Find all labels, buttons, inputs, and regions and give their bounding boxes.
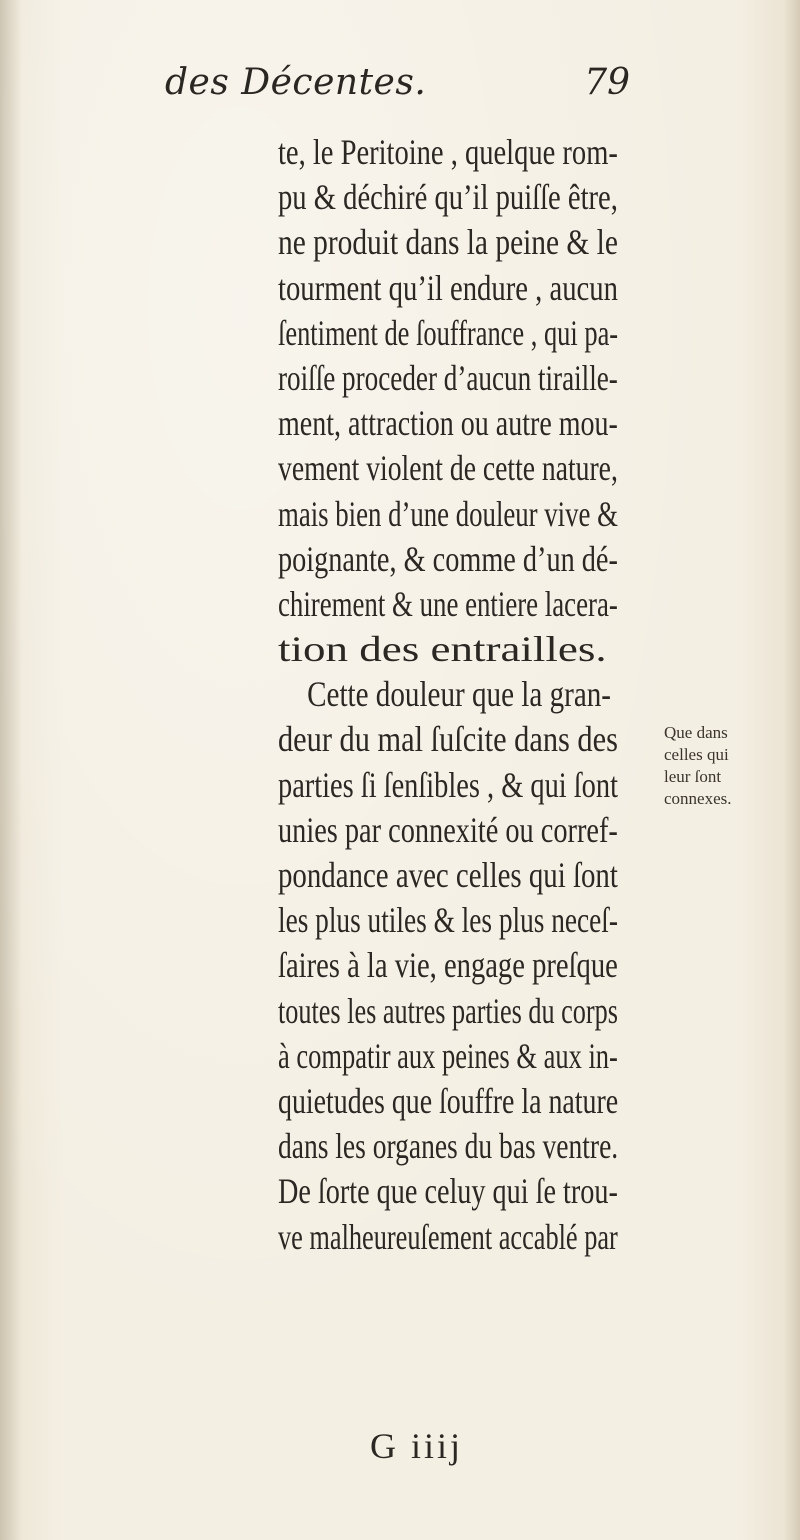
text-line: quietudes que ſouffre la nature xyxy=(278,1080,619,1121)
signature-mark: G iiij xyxy=(370,1426,464,1466)
text-line: De ſorte que celuy qui ſe trou- xyxy=(278,1171,618,1212)
text-line: parties ſi ſenſibles , & qui ſont xyxy=(278,764,618,805)
running-title: des Décentes. xyxy=(165,62,427,103)
marginal-note-line: celles qui xyxy=(664,745,729,764)
text-line: deur du mal ſuſcite dans des xyxy=(278,719,618,760)
text-line: dans les organes du bas ventre. xyxy=(278,1126,619,1167)
text-line: pondance avec celles qui ſont xyxy=(278,855,618,895)
text-line: les plus utiles & les plus neceſ- xyxy=(278,900,618,941)
paragraph-start-line: Cette douleur que la gran- xyxy=(307,674,611,715)
text-line: roiſſe proceder d’aucun tiraille- xyxy=(278,357,618,398)
gutter-shadow xyxy=(0,0,22,1540)
text-line: ment, attraction ou autre mou- xyxy=(278,403,618,444)
text-line: toutes les autres parties du corps xyxy=(278,990,618,1031)
text-line: tourment qu’il endure , aucun xyxy=(278,267,618,308)
text-line: à compatir aux peines & aux in- xyxy=(278,1035,618,1076)
text-line: tion des entrailles. xyxy=(278,629,607,670)
text-line: ſentiment de ſouffrance , qui pa- xyxy=(278,312,619,353)
page-number: 79 xyxy=(584,62,630,103)
text-line: vement violent de cette nature, xyxy=(278,448,618,489)
text-line: mais bien d’une douleur vive & xyxy=(278,493,618,534)
marginal-note-line: Que dans xyxy=(664,723,728,742)
text-line: ſaires à la vie, engage preſque xyxy=(278,945,618,986)
marginal-note-line: connexes. xyxy=(664,789,732,808)
marginal-note xyxy=(664,722,788,810)
text-line: poignante, & comme d’un dé- xyxy=(278,538,618,579)
text-line: pu & déchiré qu’il puiſſe être, xyxy=(278,177,618,218)
marginal-note-line: leur ſont xyxy=(664,767,722,786)
page-header xyxy=(160,62,630,118)
text-line: ve malheureuſement accablé par xyxy=(278,1216,618,1257)
body-text xyxy=(278,130,618,1260)
text-line: unies par connexité ou corref- xyxy=(278,809,618,850)
text-line: te, le Peritoine , quelque rom- xyxy=(278,132,618,172)
text-line: ne produit dans la peine & le xyxy=(278,222,618,263)
text-line: chirement & une entiere lacera- xyxy=(278,583,618,624)
